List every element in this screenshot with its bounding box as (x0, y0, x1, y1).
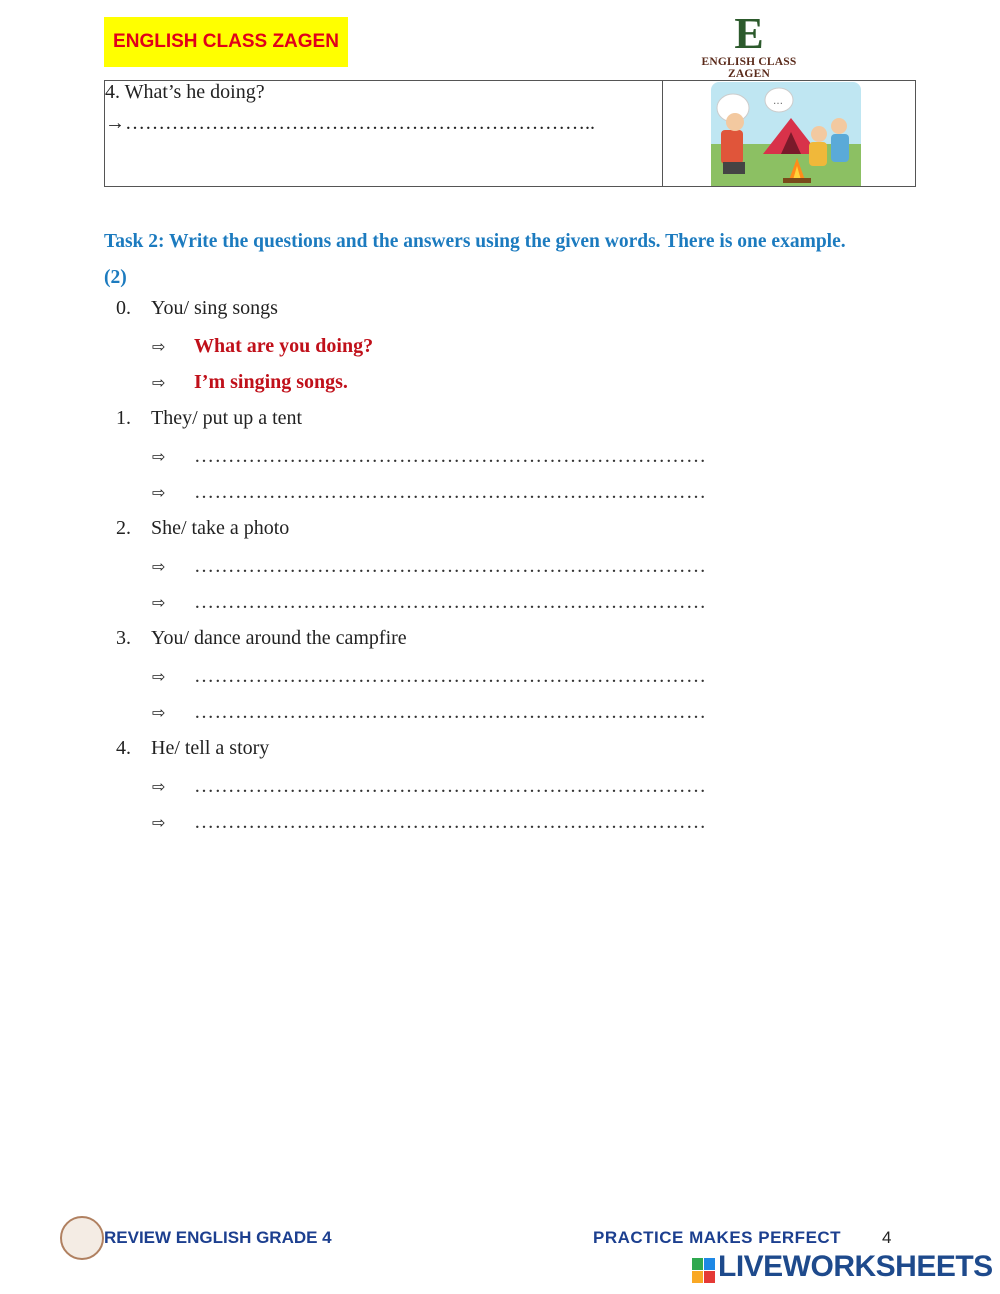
header-badge-text: ENGLISH CLASS ZAGEN (113, 31, 339, 52)
item-number: 1. (116, 407, 131, 429)
answer-line[interactable] (152, 555, 707, 578)
picture-cell (663, 81, 916, 187)
item-number: 0. (116, 297, 131, 319)
question-text: 4. What’s he doing? (105, 81, 265, 103)
question-table (104, 80, 916, 187)
answer-line[interactable] (152, 665, 707, 688)
list-item (116, 407, 302, 430)
list-item (116, 297, 278, 320)
footer-left-text: REVIEW ENGLISH GRADE 4 (104, 1228, 332, 1247)
answer-line[interactable] (152, 591, 707, 614)
example-answer-text: I’m singing songs. (194, 371, 348, 393)
logo-text: ENGLISH CLASS ZAGEN (701, 56, 797, 80)
question-cell (105, 81, 663, 187)
arrow-right-icon: ⇨ (152, 337, 166, 356)
list-item (116, 517, 289, 540)
item-number: 2. (116, 517, 131, 539)
answer-dots: …………………………………………………………….. (125, 112, 595, 134)
svg-text:…: … (773, 96, 783, 107)
task2-title: Task 2: Write the questions and the answers using the given words. There is one example. (104, 231, 846, 252)
campfire-illustration (711, 82, 861, 186)
page-number: 4 (882, 1228, 892, 1247)
arrow-right-icon: ⇨ (152, 777, 166, 796)
task2-points: (2) (104, 267, 127, 288)
arrow-right-icon: ⇨ (152, 447, 166, 466)
item-number: 4. (116, 737, 131, 759)
answer-blank: ………………………………………………………………… (194, 811, 707, 833)
item-prompt: They/ put up a tent (151, 407, 303, 429)
answer-line[interactable] (105, 112, 662, 135)
arrow-right-icon: ⇨ (152, 373, 166, 392)
liveworksheets-blocks-icon (692, 1258, 716, 1284)
arrow-icon: → (105, 112, 125, 134)
answer-blank: ………………………………………………………………… (194, 701, 707, 723)
school-seal-icon (60, 1216, 104, 1260)
brand-logo (686, 9, 812, 80)
example-question (152, 335, 373, 358)
question-blank: ………………………………………………………………… (194, 445, 707, 467)
answer-blank: ………………………………………………………………… (194, 481, 707, 503)
item-prompt: You/ dance around the campfire (151, 627, 407, 649)
answer-line[interactable] (152, 445, 707, 468)
item-prompt: He/ tell a story (151, 737, 270, 759)
task2-heading (104, 224, 924, 296)
question-blank: ………………………………………………………………… (194, 555, 707, 577)
answer-line[interactable] (152, 701, 707, 724)
arrow-right-icon: ⇨ (152, 703, 166, 722)
answer-line[interactable] (152, 811, 707, 834)
item-prompt: You/ sing songs (151, 297, 278, 319)
answer-line[interactable] (152, 775, 707, 798)
answer-line[interactable] (152, 481, 707, 504)
arrow-right-icon: ⇨ (152, 667, 166, 686)
list-item (116, 737, 269, 760)
liveworksheets-logo[interactable]: LIVEWORKSHEETS (718, 1250, 993, 1283)
answer-blank: ………………………………………………………………… (194, 591, 707, 613)
item-prompt: She/ take a photo (151, 517, 290, 539)
question-blank: ………………………………………………………………… (194, 775, 707, 797)
arrow-right-icon: ⇨ (152, 813, 166, 832)
item-number: 3. (116, 627, 131, 649)
list-item (116, 627, 407, 650)
arrow-right-icon: ⇨ (152, 557, 166, 576)
logo-letter: E (734, 9, 764, 58)
arrow-right-icon: ⇨ (152, 593, 166, 612)
example-question-text: What are you doing? (194, 335, 374, 357)
question-blank: ………………………………………………………………… (194, 665, 707, 687)
example-answer (152, 371, 348, 394)
header-badge (104, 17, 348, 67)
footer-center-text: PRACTICE MAKES PERFECT (593, 1228, 842, 1247)
arrow-right-icon: ⇨ (152, 483, 166, 502)
